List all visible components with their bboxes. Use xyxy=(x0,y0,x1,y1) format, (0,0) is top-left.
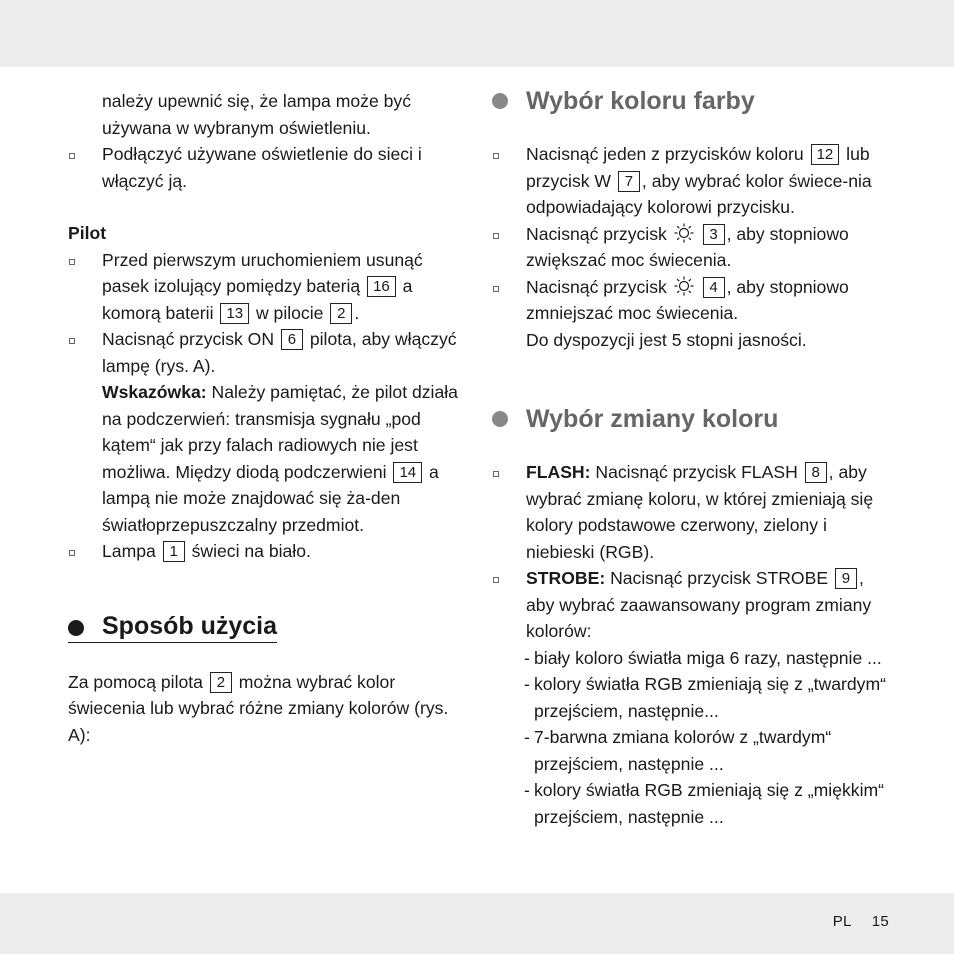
top-band xyxy=(0,0,954,67)
hint-paragraph: Wskazówka: Należy pamiętać, że pilot działa na podczerwień: transmisja sygnału „pod kątem“ jak przy falach radiowych nie jest możliwa. Między diodą podczerwieni 14 a lampą nie może znajdować się ża-den światłoprzepuszczalny przedmiot. xyxy=(102,382,458,535)
strobe-step: - kolory światła RGB zmieniają się z „miękkim“ przejściem, następnie ... xyxy=(492,777,892,830)
page-footer xyxy=(833,913,889,930)
pilot-item-2: Nacisnąć przycisk ON 6 pilota, aby włączyć lampę (rys. A). xyxy=(68,326,460,379)
flash-label: FLASH: xyxy=(526,462,591,482)
brightness-note: Do dyspozycji jest 5 stopni jasności. xyxy=(526,329,807,350)
footer-lang: PL xyxy=(832,913,852,930)
left-column xyxy=(68,88,460,748)
section-title-color-change: Wybór zmiany koloru xyxy=(492,403,892,435)
ref-box: 4 xyxy=(703,277,725,298)
ref-box: 16 xyxy=(367,276,396,297)
usage-section-heading xyxy=(68,610,460,643)
page-number: 15 xyxy=(871,913,889,930)
ref-box: 2 xyxy=(330,303,352,324)
ref-box: 12 xyxy=(811,144,840,165)
right-column xyxy=(492,85,892,830)
ref-box: 6 xyxy=(281,329,303,350)
hint-label: Wskazówka: xyxy=(102,382,207,402)
connect-item: Podłączyć używane oświetlenie do sieci i włączyć ją. xyxy=(68,141,460,194)
section-title-usage: Sposób użycia xyxy=(102,611,278,640)
ref-box: 9 xyxy=(835,568,857,589)
ref-box: 14 xyxy=(393,462,422,483)
sun-icon xyxy=(674,223,694,243)
intro-continuation: należy upewnić się, że lampa może być używana w wybranym oświetleniu. xyxy=(102,91,412,138)
ref-box: 2 xyxy=(210,672,232,693)
pilot-heading: Pilot xyxy=(68,223,107,243)
bottom-band xyxy=(0,893,954,954)
ref-box: 7 xyxy=(618,171,640,192)
ref-box: 13 xyxy=(220,303,249,324)
strobe-label: STROBE: xyxy=(526,568,606,588)
ref-box: 3 xyxy=(703,224,725,245)
strobe-step: - biały koloro światła miga 6 razy, następnie ... xyxy=(492,645,892,672)
usage-paragraph: Za pomocą pilota 2 można wybrać kolor świecenia lub wybrać różne zmiany kolorów (rys. A): xyxy=(68,671,449,745)
sun-icon xyxy=(674,276,694,296)
strobe-step: - kolory światła RGB zmieniają się z „twardym“ przejściem, następnie... xyxy=(492,671,892,724)
color-item-2: Nacisnąć przycisk 3 , aby stopniowo zwiększać moc świecenia. xyxy=(492,221,892,274)
pilot-item-3: Lampa 1 świeci na biało. xyxy=(68,538,460,565)
ref-box: 1 xyxy=(163,541,185,562)
section-title-color: Wybór koloru farby xyxy=(492,85,892,117)
color-item-1: Nacisnąć jeden z przycisków koloru 12 lub przycisk W 7 , aby wybrać kolor świece-nia odpowiadający kolorowi przycisku. xyxy=(492,141,892,221)
color-item-3: Nacisnąć przycisk 4 , aby stopniowo zmniejszać moc świecenia. xyxy=(492,274,892,327)
pilot-item-1: Przed pierwszym uruchomieniem usunąć pasek izolujący pomiędzy baterią 16 a komorą baterii 13 w pilocie 2 . xyxy=(68,247,460,327)
strobe-item: STROBE: Nacisnąć przycisk STROBE 9 , aby wybrać zaawansowany program zmiany kolorów: xyxy=(492,565,892,645)
flash-item: FLASH: Nacisnąć przycisk FLASH 8 , aby wybrać zmianę koloru, w której zmieniają się kolory podstawowe czerwony, zielony i niebieski (RGB). xyxy=(492,459,892,565)
strobe-step: - 7-barwna zmiana kolorów z „twardym“ przejściem, następnie ... xyxy=(492,724,892,777)
ref-box: 8 xyxy=(805,462,827,483)
